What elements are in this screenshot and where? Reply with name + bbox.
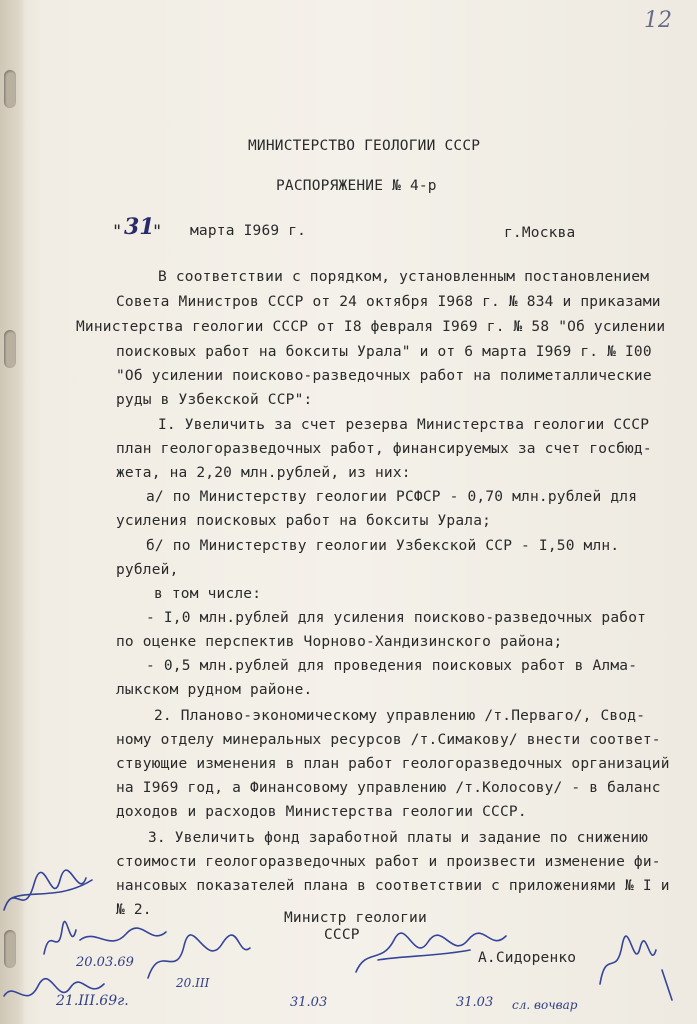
body-line: № 2. (116, 902, 152, 918)
signature-title-line2: СССР (324, 927, 360, 943)
body-line: в том числе: (154, 586, 262, 602)
date-open-quote: " (112, 222, 123, 242)
body-line: доходов и расходов Министерства геологии СССР. (116, 804, 527, 820)
binder-hole (4, 70, 16, 108)
body-line: нансовых показателей плана в соответствии с приложениями № I и (116, 878, 670, 894)
body-line: по оценке перспектив Чорново-Хандизинского района; (116, 634, 563, 650)
ministry-heading: МИНИСТЕРСТВО ГЕОЛОГИИ СССР (248, 138, 481, 154)
body-line: 2. Планово-экономическому управлению /т.Перваго/, Свод- (154, 708, 646, 724)
signature-name: А.Сидоренко (478, 950, 577, 966)
handwritten-date-note: 31.03 (290, 995, 328, 1010)
body-line: руды в Узбекской ССР": (116, 392, 313, 408)
body-line: ному отделу минеральных ресурсов /т.Симакову/ внести соответ- (116, 732, 661, 748)
body-line: жета, на 2,20 млн.рублей, из них: (116, 465, 411, 481)
body-line: Совета Министров СССР от 24 октября I968 г. № 834 и приказами (116, 294, 661, 310)
folio-number: 12 (644, 8, 672, 33)
body-line: усиления поисковых работ на бокситы Урала; (116, 513, 492, 529)
body-line: стоимости геологоразведочных работ и произвести изменение фи- (116, 854, 661, 870)
body-line: рублей, (116, 562, 179, 578)
body-line: - 0,5 млн.рублей для проведения поисковых работ в Алма- (146, 658, 638, 674)
date-day-handwritten: 31 (124, 214, 155, 240)
binder-hole (4, 330, 16, 368)
handwritten-date-note: 20.03.69 (76, 955, 134, 970)
body-line: "Об усилении поисково-разведочных работ на полиметаллические (116, 368, 652, 384)
handwritten-note: сл. вочвар (512, 998, 578, 1012)
body-line: ствующие изменения в план работ геологоразведочных организаций (116, 756, 670, 772)
handwritten-date-note: 20.III (176, 976, 210, 990)
body-line: план геологоразведочных работ, финансируемых за счет госбюд- (116, 441, 652, 457)
body-line: В соответствии с порядком, установленным постановлением (158, 269, 650, 285)
date-close-quote: " (152, 222, 163, 242)
body-line: а/ по Министерству геологии РСФСР - 0,70 млн.рублей для (146, 489, 638, 505)
handwritten-date-note: 21.III.69г. (56, 993, 129, 1009)
body-line: на I969 год, а Финансовому управлению /т.Колосову/ - в баланс (116, 780, 661, 796)
signature-title-line1: Министр геологии (284, 910, 427, 926)
order-title: РАСПОРЯЖЕНИЕ № 4-р (276, 178, 437, 194)
body-line: б/ по Министерству геологии Узбекской ССР - I,50 млн. (146, 538, 620, 554)
date-city: г.Москва (504, 225, 576, 241)
body-line: - I,0 млн.рублей для усиления поисково-разведочных работ (146, 610, 647, 626)
body-line: Министерства геологии СССР от I8 февраля I969 г. № 58 "Об усилении (76, 319, 666, 335)
date-month-year: марта I969 г. (190, 223, 307, 239)
body-line: I. Увеличить за счет резерва Министерства геологии СССР (158, 417, 650, 433)
body-line: лыкском рудном районе. (116, 682, 313, 698)
handwritten-date-note: 31.03 (456, 995, 494, 1010)
body-line: 3. Увеличить фонд заработной платы и задание по снижению (148, 830, 649, 846)
body-line: поисковых работ на бокситы Урала" и от 6 марта I969 г. № I00 (116, 344, 652, 360)
